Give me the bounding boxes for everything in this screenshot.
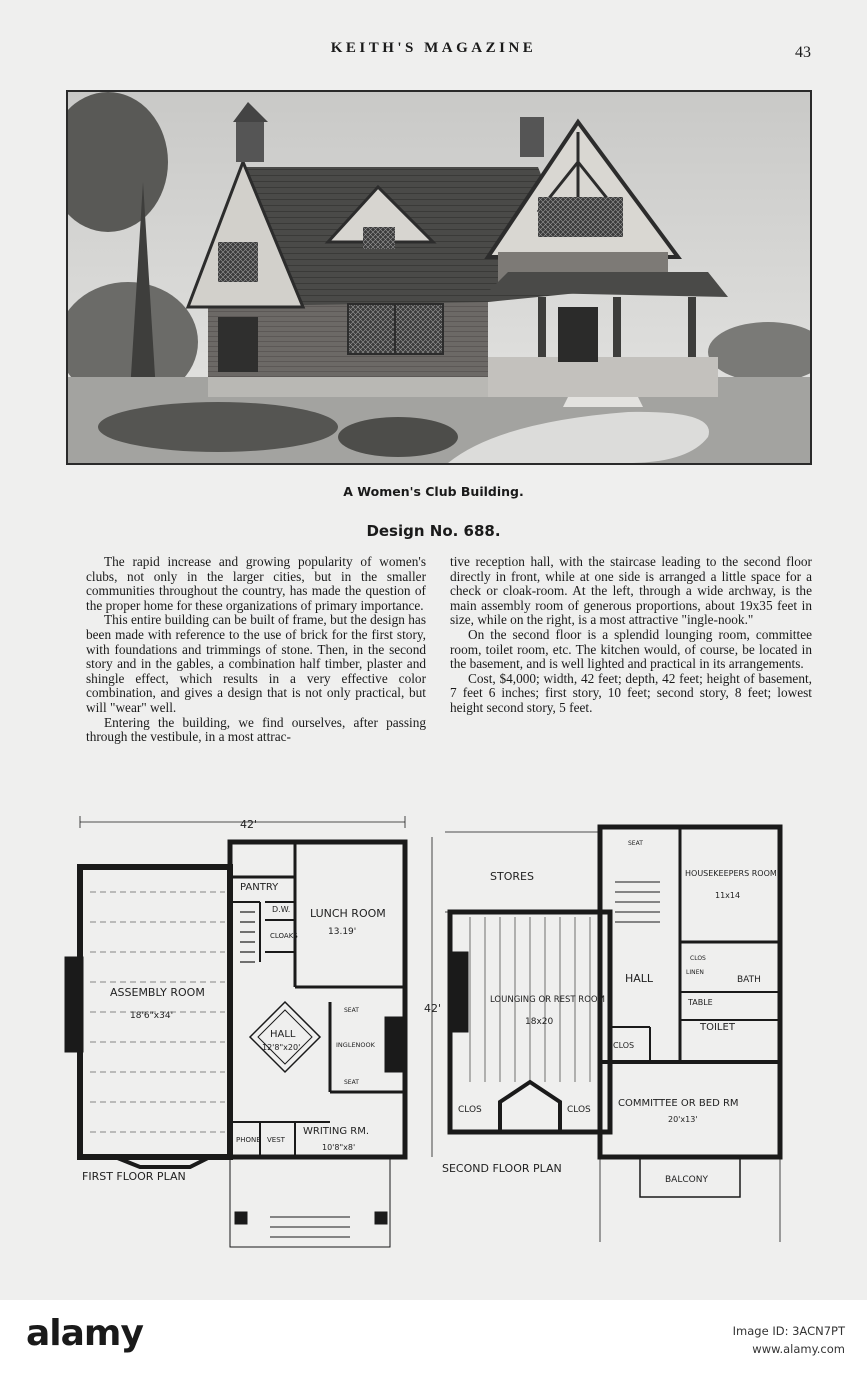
magazine-title: KEITH'S MAGAZINE [330,40,537,56]
label-seat-upper: SEAT [344,1007,359,1014]
footer-url: www.alamy.com [752,1342,845,1356]
footer-meta [733,1322,845,1358]
article-column-right [450,555,812,716]
article-paragraph: Cost, $4,000; width, 42 feet; depth, 42 feet; height of basement, 7 feet 6 inches; first story, 10 feet; second story, 8 feet; lowest height second story, 5 feet. [450,670,812,715]
first-floor-plan-title: FIRST FLOOR PLAN [82,1170,186,1183]
label-clos-mid: CLOS [613,1041,635,1050]
article-paragraph: The rapid increase and growing popularity of women's clubs, not only in the larger cities, but in the smaller communities throughout the country, has made the question of the proper home for these organizations of primary importance. [86,554,426,613]
page-number: 43 [795,44,811,61]
label-housekeepers-dim: 11x14 [715,891,741,900]
label-pantry: PANTRY [240,882,279,893]
article-column-left [86,555,426,745]
alamy-logo: alamy [26,1313,143,1354]
label-table: TABLE [688,998,713,1007]
article-paragraph: On the second floor is a splendid lounging room, committee room, toilet room, etc. The kitchen would, of course, be located in the basement, and is well lighted and practical in its arrangements. [450,626,812,672]
label-hall-upper: HALL [625,972,654,985]
label-balcony: BALCONY [665,1175,708,1185]
label-hall: HALL [270,1029,296,1040]
second-floor-plan-title: SECOND FLOOR PLAN [442,1162,562,1175]
label-stores: STORES [490,870,534,883]
label-committee-room: COMMITTEE OR BED RM [618,1098,739,1109]
label-assembly-dim: 18'6"x34' [130,1011,174,1021]
label-writing-dim: 10'8"x8' [322,1143,356,1152]
article-paragraph: tive reception hall, with the staircase leading to the second floor directly in front, while at one side is arranged a little space for a check or cloak-room. At the left, through a wide archway, is the main assembly room of generous proportions, about 19x35 feet in size, while on the right, is a most attractive "ingle-nook." [450,554,812,628]
image-id: Image ID: 3ACN7PT [732,1324,845,1338]
building-illustration [66,90,812,465]
first-floor-width: 42' [240,818,258,831]
label-toilet: TOILET [700,1022,735,1033]
label-writing-room: WRITING RM. [303,1126,370,1137]
label-clos-right: CLOS [567,1105,591,1115]
label-seat-lower: SEAT [344,1079,359,1086]
label-bath: BATH [737,975,761,985]
label-assembly-room: ASSEMBLY ROOM [110,986,205,999]
label-committee-dim: 20'x13' [668,1115,698,1124]
design-number: Design No. 688. [366,522,501,540]
label-lounging-room: LOUNGING OR REST ROOM [490,995,605,1005]
label-phone: PHONE [236,1136,261,1144]
label-dw: D.W. [272,905,291,914]
label-clos-linen: CLOS [690,955,706,962]
article-paragraph: This entire building can be built of frame, but the design has been made with reference to the use of brick for the first story, with foundations and trimmings of stone. Then, in the second story and in the gables, a combination half timber, plaster and shingle effect, which results in a very effective color combination, and gives a design that is not only practical, but will "wear" well. [86,612,426,715]
label-hall-dim: 12'8"x20' [262,1043,301,1052]
label-lounging-dim: 18x20 [525,1017,554,1027]
label-inglenook: INGLENOOK [336,1041,375,1049]
floor-plans [60,812,800,1257]
label-linen: LINEN [686,969,704,976]
label-seat-stair: SEAT [628,840,643,847]
label-clos-left: CLOS [458,1105,482,1115]
first-floor-depth: 42' [424,1002,442,1015]
label-vest: VEST [267,1136,285,1144]
illustration-caption: A Women's Club Building. [343,484,524,499]
label-lunch-room: LUNCH ROOM [310,907,386,920]
label-housekeepers-room: HOUSEKEEPERS ROOM [685,869,777,878]
article-paragraph: Entering the building, we find ourselves, after passing through the vestibule, in a most attrac- [86,714,426,745]
label-lunch-dim: 13.19' [328,927,357,937]
label-cloaks: CLOAKS [270,932,298,940]
